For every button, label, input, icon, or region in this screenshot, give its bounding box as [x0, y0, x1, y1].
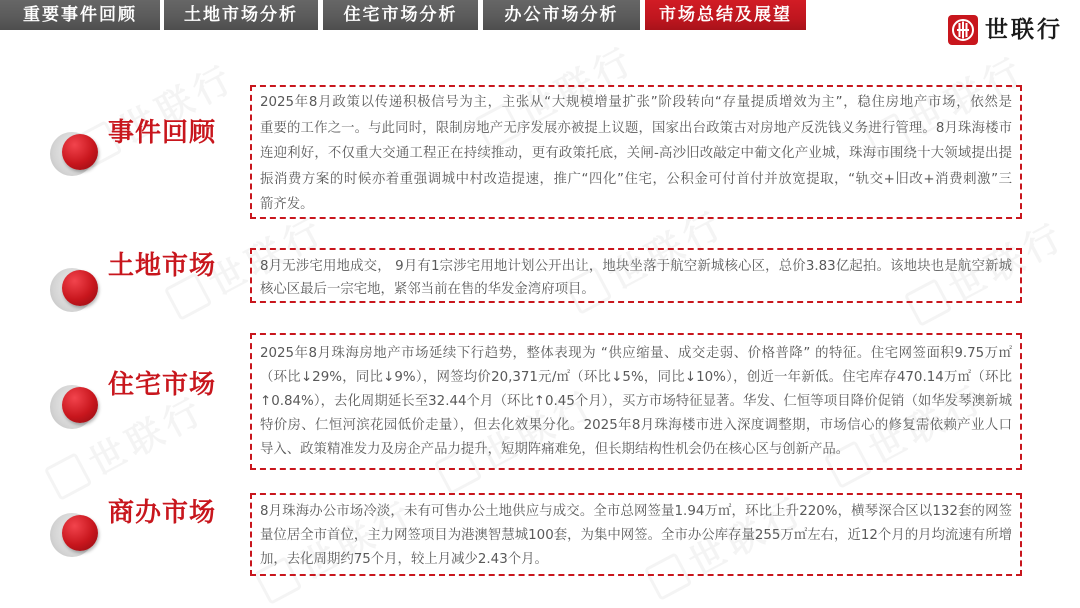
tab-residential-market-analysis[interactable] — [323, 0, 478, 30]
watermark-logo-icon — [44, 452, 93, 501]
tab-key-events-review[interactable] — [0, 0, 160, 30]
tab-land-market-analysis[interactable] — [164, 0, 318, 30]
tab-market-summary-outlook[interactable] — [645, 0, 806, 30]
text-line: 特价房、仁恒河滨花园低价走量），但去化效果分化。2025年8月珠海楼市进入深度调整期，市场信心的修复需依赖产业人口 — [260, 418, 1012, 433]
brand-logo-icon — [948, 15, 978, 45]
text-line: 导入、政策精准发力及房企产品力提升，短期阵痛难免，但长期结构性机会仍在核心区与创新产品。 — [260, 442, 850, 457]
bullet-circle-icon — [50, 382, 102, 430]
bullet-circle-icon — [50, 129, 102, 177]
text-line: 8月珠海办公市场冷淡，未有可售办公土地供应与成交。全市总网签量1.94万㎡，环比上升220%，横琴深合区以132套的网签 — [260, 504, 1012, 519]
section-title: 商办市场 — [108, 498, 217, 528]
bullet-circle-icon — [50, 510, 102, 558]
text-line: （环比↓29%，同比↓9%），网签均价20,371元/㎡（环比↓5%，同比↓10%），创近一年新低。住宅库存470.14万㎡（环比 — [260, 370, 1012, 385]
text-line: 核心区最后一宗宅地，紧邻当前在售的华发金湾府项目。 — [260, 282, 595, 297]
text-line: 加，去化周期约75个月，较上月减少2.43个月。 — [260, 552, 548, 567]
section-title: 土地市场 — [108, 251, 217, 281]
text-line: ↑0.84%），去化周期延长至32.44个月（环比↑0.45个月），买方市场特征显著。华发、仁恒等项目降价促销（如华发琴澳新城 — [260, 394, 1012, 409]
section-summary-box — [250, 85, 1022, 219]
tab-label: 办公市场分析 — [504, 5, 619, 25]
text-line: 振消费方案的时候亦着重强调城中村改造提速，推广“四化”住宅，公积金可付首付并放宽提取，“轨交+旧改+消费刺激”三 — [260, 171, 1012, 187]
text-line: 2025年8月政策以传递积极信号为主，主张从“大规模增量扩张”阶段转向“存量提质增效为主”，稳住房地产市场，依然是 — [260, 95, 1012, 110]
brand-logo — [948, 15, 1063, 45]
tab-label: 住宅市场分析 — [343, 5, 458, 25]
section-summary-box — [250, 248, 1022, 303]
tab-label: 土地市场分析 — [184, 5, 298, 25]
section-summary-box — [250, 333, 1022, 470]
text-line: 2025年8月珠海房地产市场延续下行趋势，整体表现为 “供应缩量、成交走弱、价格普降” 的特征。住宅网签面积9.75万㎡ — [260, 346, 1012, 361]
text-line: 重要的工作之一。与此同时，限制房地产无序发展亦被提上议题，国家出台政策古对房地产反洗钱义务进行管理。8月珠海楼市 — [260, 120, 1012, 136]
section-title: 住宅市场 — [108, 370, 217, 400]
section-summary-box — [250, 493, 1022, 576]
tab-label: 重要事件回顾 — [23, 5, 137, 25]
section-title: 事件回顾 — [108, 118, 217, 148]
text-line: 量位居全市首位，主力网签项目为港澳智慧城100套，为集中网签。全市办公库存量255万㎡左右，近12个月的月均流速有所增 — [260, 528, 1012, 543]
text-line: 箭齐发。 — [260, 197, 314, 213]
bullet-circle-icon — [50, 265, 102, 313]
brand-logo-text: 世联行 — [985, 17, 1063, 43]
tab-office-market-analysis[interactable] — [483, 0, 640, 30]
text-line: 8月无涉宅用地成交， 9月有1宗涉宅用地计划公开出让，地块坐落于航空新城核心区，总价3.83亿起拍。该地块也是航空新城 — [260, 259, 1012, 274]
tab-label: 市场总结及展望 — [659, 5, 792, 25]
text-line: 连迎利好，不仅重大交通工程正在持续推动，更有政策托底，关闸-高沙旧改敲定中葡文化产业城，珠海市围绕十大领域提出提 — [260, 146, 1012, 162]
